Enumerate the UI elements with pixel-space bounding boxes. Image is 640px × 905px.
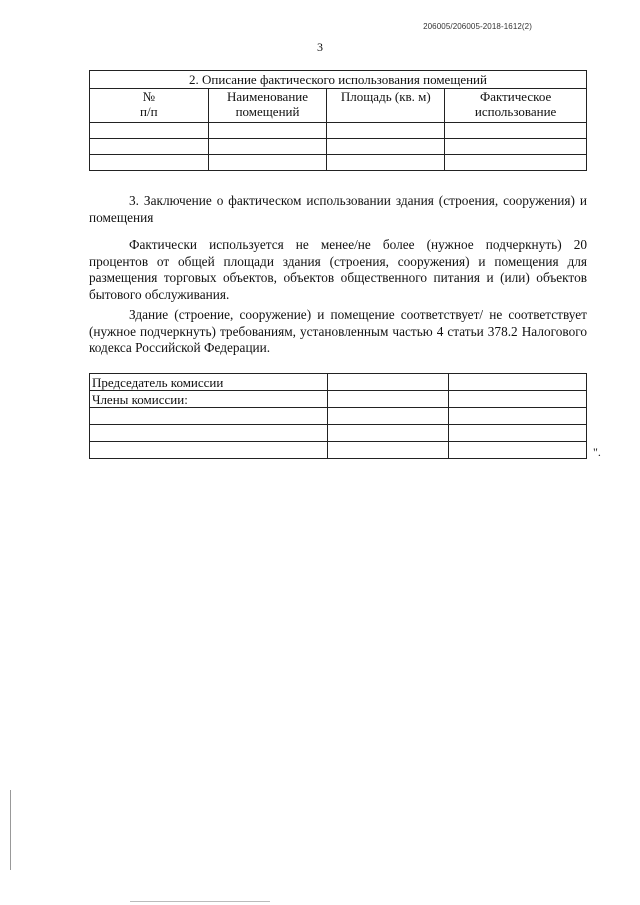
table-row [90,442,587,459]
table-cell [445,139,587,155]
table-cell [208,123,327,139]
section3-paragraph-2: Здание (строение, сооружение) и помещение соответствует/ не соответствует (нужное подчеркнуть) требованиям, установленным частью 4 статьи 378.2 Налогового кодекса Российской Федерации. [89,307,587,355]
members-label: Члены комиссии: [90,391,328,408]
signature-cell [327,442,449,459]
section3-paragraph-1: Фактически используется не менее/не более (нужное подчеркнуть) 20 процентов от общей площади здания (строения, сооружения) и помещения для размещения торговых объектов, объектов общественного питания и (или) объектов бытового обслуживания. [89,237,587,302]
table-row [90,374,587,391]
signature-cell [90,425,328,442]
signatures-table [89,373,587,459]
table-cell [327,123,445,139]
header-number: № п/п [90,89,209,123]
signature-cell [449,408,587,425]
table-cell [445,123,587,139]
signature-cell [449,374,587,391]
signature-cell [90,442,328,459]
usage-table-caption: 2. Описание фактического использования помещений [90,71,587,89]
table-row [90,408,587,425]
table-cell [327,139,445,155]
signature-cell [449,442,587,459]
scan-edge-mark [10,790,11,870]
chairman-label: Председатель комиссии [90,374,328,391]
table-row [90,391,587,408]
scan-edge-mark [130,901,270,902]
table-row [90,123,587,139]
table-cell [208,139,327,155]
closing-quote: ". [593,445,601,459]
signature-cell [327,391,449,408]
signature-cell [90,408,328,425]
table-row [90,139,587,155]
table-cell [445,155,587,171]
document-id: 206005/206005-2018-1612(2) [423,22,532,31]
signature-cell [327,374,449,391]
table-cell [90,155,209,171]
signature-cell [449,425,587,442]
table-cell [327,155,445,171]
section3-heading: 3. Заключение о фактическом использовании здания (строения, сооружения) и помещения [89,193,587,225]
signature-cell [449,391,587,408]
page-number: 3 [317,40,323,54]
table-row [90,425,587,442]
signature-cell [327,408,449,425]
table-cell [90,139,209,155]
header-actual-use: Фактическое использование [445,89,587,123]
table-row [90,155,587,171]
header-name: Наименование помещений [208,89,327,123]
header-area: Площадь (кв. м) [327,89,445,123]
signature-cell [327,425,449,442]
usage-table [89,70,587,171]
table-cell [208,155,327,171]
table-cell [90,123,209,139]
